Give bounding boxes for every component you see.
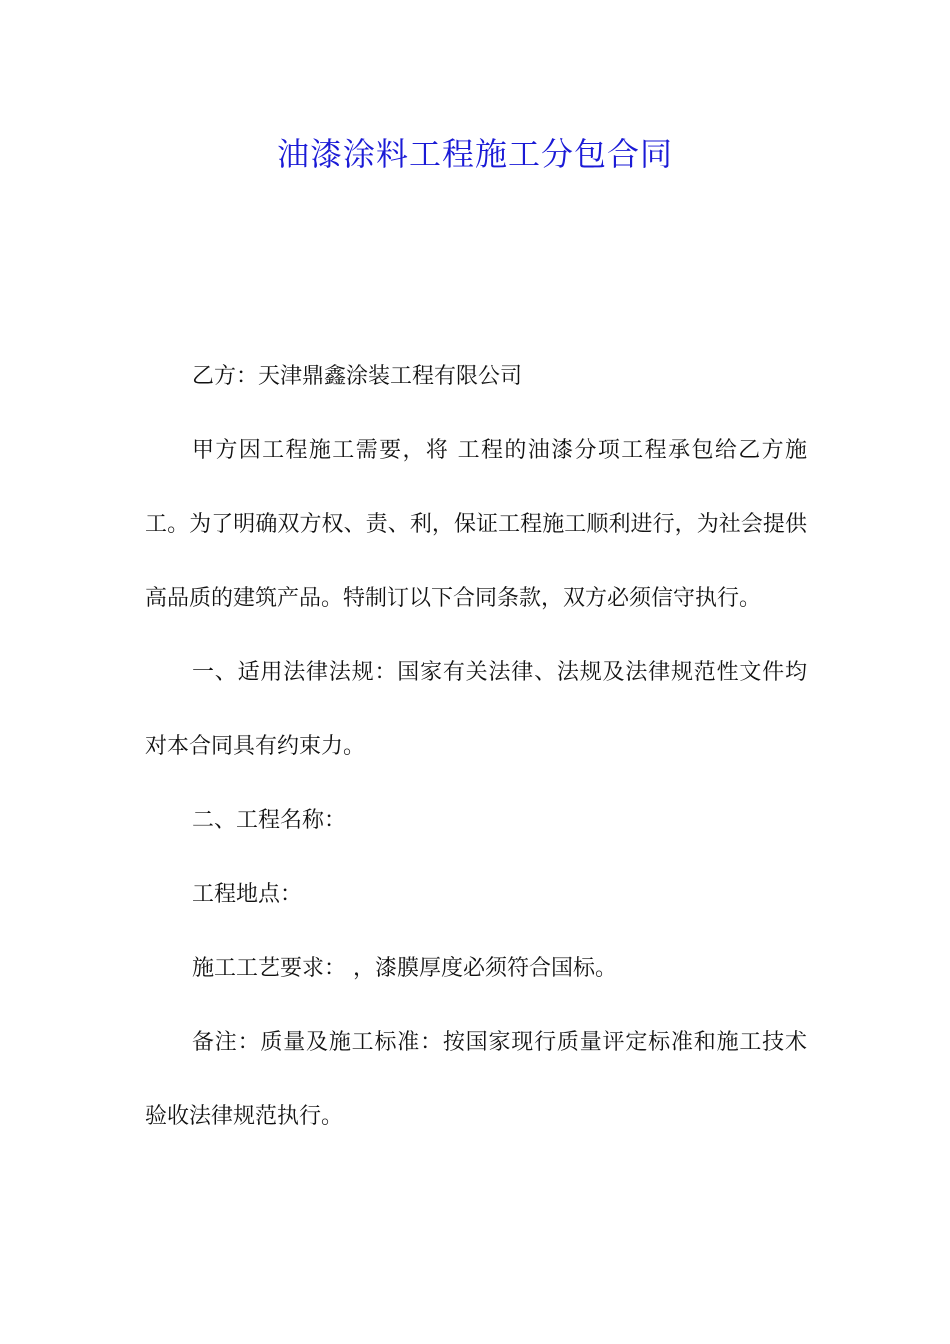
paragraph-party-b: 乙方：天津鼎鑫涂装工程有限公司 (192, 364, 523, 389)
paragraph-remarks: 备注：质量及施工标准：按国家现行质量评定标准和施工技术验收法律规范执行。 (145, 1030, 807, 1129)
document-body (145, 340, 807, 1154)
paragraph-preamble: 甲方因工程施工需要，将 工程的油漆分项工程承包给乙方施工。为了明确双方权、责、利，保证工程施工顺利进行，为社会提供高品质的建筑产品。特制订以下合同条款，双方必须信守执行。 (145, 438, 807, 611)
paragraph-location: 工程地点： (192, 882, 303, 907)
paragraph-clause-2-name: 二、工程名称： (192, 808, 347, 833)
paragraph-clause-1: 一、适用法律法规：国家有关法律、法规及法律规范性文件均对本合同具有约束力。 (145, 660, 807, 759)
paragraph-process: 施工工艺要求： ，漆膜厚度必须符合国标。 (192, 956, 617, 981)
document-title: 油漆涂料工程施工分包合同 (276, 135, 673, 173)
